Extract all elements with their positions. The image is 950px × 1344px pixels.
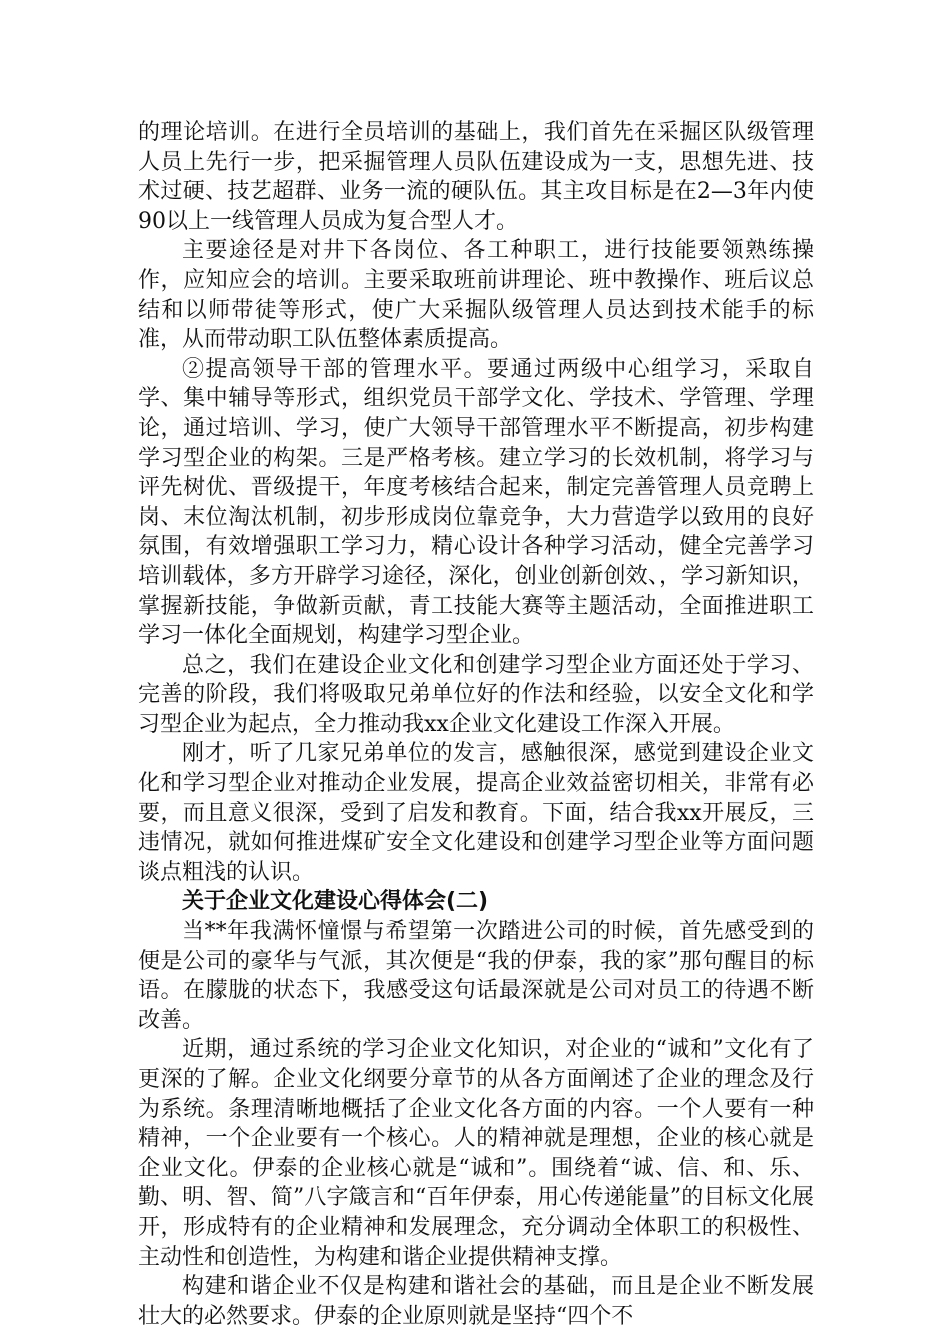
- paragraph-7: 近期，通过系统的学习企业文化知识，对企业的“诚和”文化有了更深的了解。企业文化纲要分章节的从各方面阐述了企业的理念及行为系统。条理清晰地概括了企业文化各方面的内容。一个人要有一种精神，一个企业要有一个核心。人的精神就是理想，企业的核心就是企业文化。伊泰的企业核心就是“诚和”。围绕着“诚、信、和、乐、勤、明、智、简”八字箴言和“百年伊泰，用心传递能量”的目标文化展开，形成特有的企业精神和发展理念，充分调动全体职工的积极性、主动性和创造性，为构建和谐企业提供精神支撑。: [138, 1037, 814, 1270]
- paragraph-8: 构建和谐企业不仅是构建和谐社会的基础，而且是企业不断发展壮大的必然要求。伊泰的企业原则就是坚持“四个不: [138, 1274, 814, 1329]
- paragraph-2: 主要途径是对井下各岗位、各工种职工，进行技能要领熟练操作，应知应会的培训。主要采取班前讲理论、班中教操作、班后议总结和以师带徒等形式，使广大采掘队级管理人员达到技术能手的标准，从而带动职工队伍整体素质提高。: [138, 238, 814, 353]
- section-title: 关于企业文化建设心得体会(二): [182, 889, 489, 915]
- document-body: [138, 118, 814, 1331]
- paragraph-6: 当**年我满怀憧憬与希望第一次踏进公司的时候，首先感受到的便是公司的豪华与气派，其次便是“我的伊泰，我的家”那句醒目的标语。在朦胧的状态下，我感受这句话最深就是公司对员工的待遇不断改善。: [138, 919, 814, 1033]
- paragraph-1: 的理论培训。在进行全员培训的基础上，我们首先在采掘区队级管理人员上先行一步，把采掘管理人员队伍建设成为一支，思想先进、技术过硬、技艺超群、业务一流的硬队伍。其主攻目标是在2—3年内使90以上一线管理人员成为复合型人才。: [138, 120, 814, 234]
- paragraph-4: 总之，我们在建设企业文化和创建学习型企业方面还处于学习、完善的阶段，我们将吸取兄弟单位好的作法和经验，以安全文化和学习型企业为起点，全力推动我xx企业文化建设工作深入开展。: [138, 652, 814, 737]
- paragraph-5: 刚才，听了几家兄弟单位的发言，感触很深，感觉到建设企业文化和学习型企业对推动企业发展，提高企业效益密切相关，非常有必要，而且意义很深，受到了启发和教育。下面，结合我xx开展反，三违情况，就如何推进煤矿安全文化建设和创建学习型企业等方面问题谈点粗浅的认识。: [138, 741, 814, 885]
- paragraph-3: ②提高领导干部的管理水平。要通过两级中心组学习，采取自学、集中辅导等形式，组织党员干部学文化、学技术、学管理、学理论，通过培训、学习，使广大领导干部管理水平不断提高，初步构建学习型企业的构架。三是严格考核。建立学习的长效机制，将学习与评先树优、晋级提干，年度考核结合起来，制定完善管理人员竞聘上岗、末位淘汰机制，初步形成岗位靠竞争，大力营造学以致用的良好氛围，有效增强职工学习力，精心设计各种学习活动，健全完善学习培训载体，多方开辟学习途径，深化，创业创新创效、，学习新知识，掌握新技能，争做新贡献，青工技能大赛等主题活动，全面推进职工学习一体化全面规划，构建学习型企业。: [138, 356, 814, 649]
